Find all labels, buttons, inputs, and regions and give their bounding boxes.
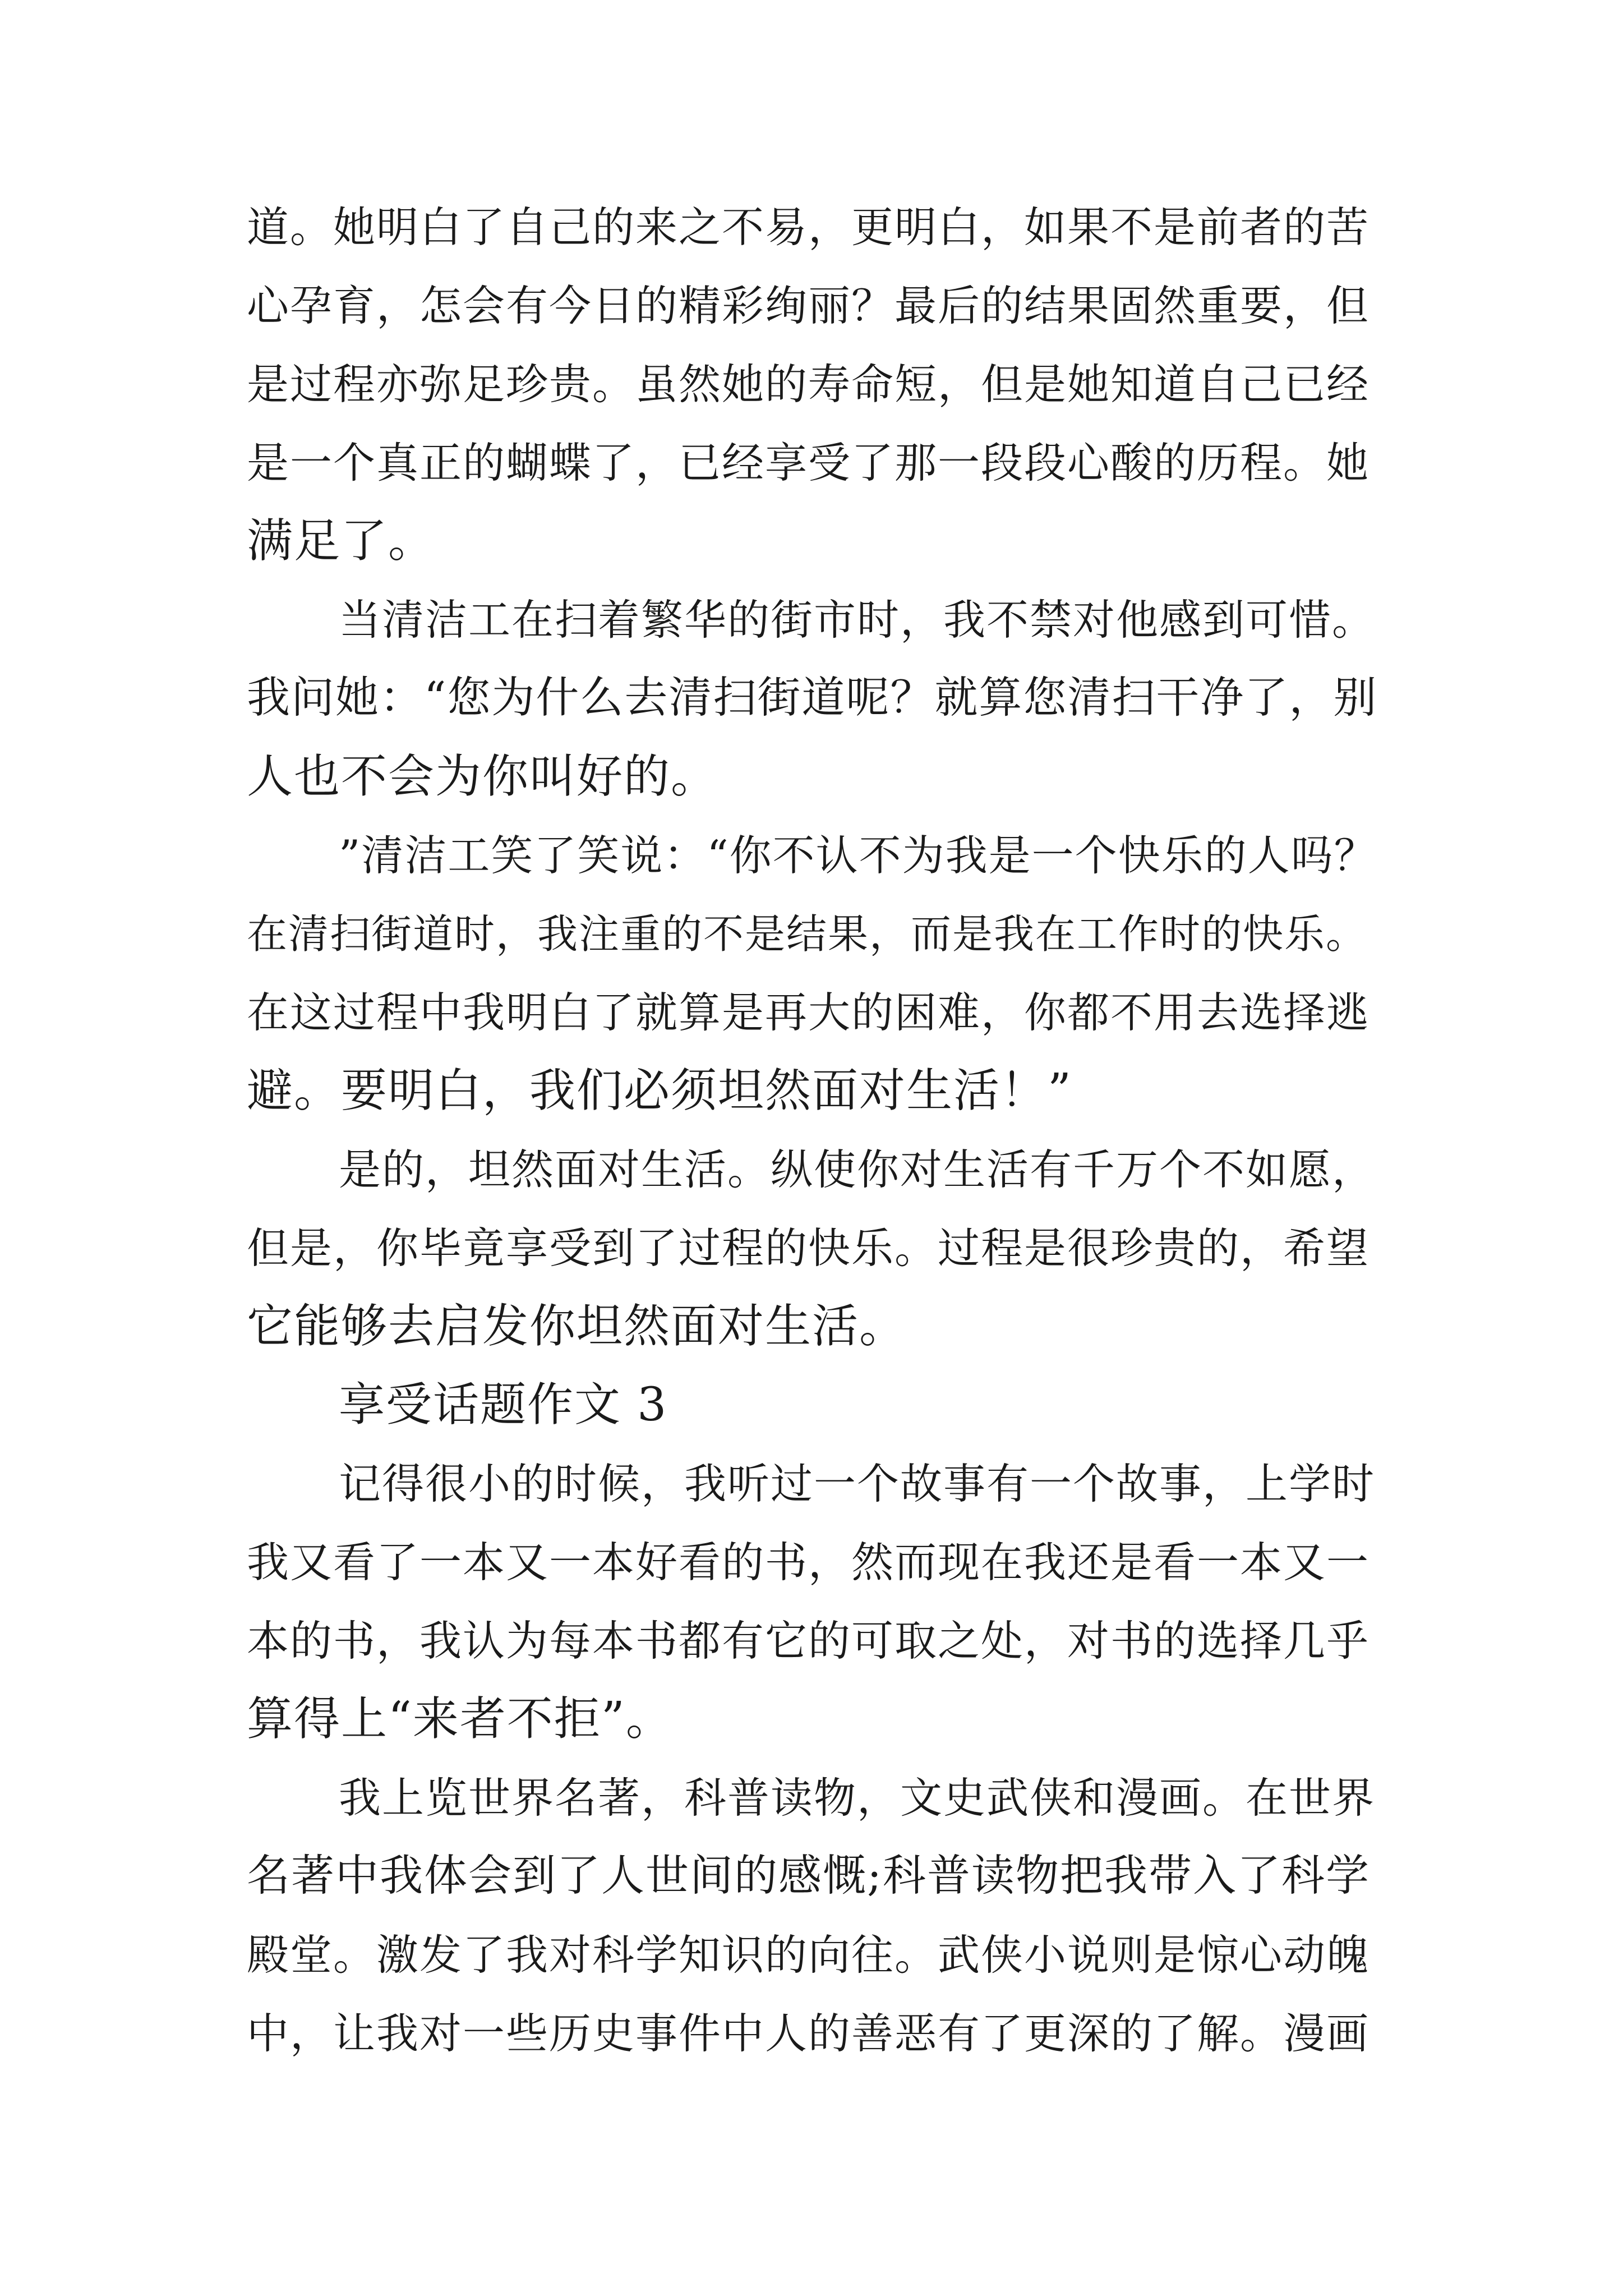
text-line: 算得上“来者不拒”。 (247, 1692, 673, 1746)
text-line: 我上览世界名著，科普读物，文史武侠和漫画。在世界 (339, 1773, 1376, 1823)
document-body (247, 188, 1380, 2073)
text-line: 人也不会为你叫好的。 (247, 750, 718, 803)
text-line: 享受话题作文 3 (339, 1378, 668, 1432)
text-line: 是一个真正的蝴蝶了，已经享受了那一段段心酸的历程。她 (247, 438, 1370, 487)
text-line: 当清洁工在扫着繁华的街市时，我不禁对他感到可惜。 (339, 595, 1376, 645)
text-line: 道。她明白了自己的来之不易，更明白，如果不是前者的苦 (247, 203, 1370, 252)
text-line: 在清扫街道时，我注重的不是结果，而是我在工作时的快乐。 (247, 910, 1368, 958)
text-line: 是的，坦然面对生活。纵使你对生活有千万个不如愿， (339, 1145, 1376, 1194)
text-line: 满足了。 (247, 514, 436, 568)
text-line: 心孕育，怎会有今日的精彩绚丽？最后的结果固然重要，但 (247, 281, 1370, 330)
text-line: 殿堂。激发了我对科学知识的向往。武侠小说则是惊心动魄 (247, 1930, 1370, 1980)
text-line: 中，让我对一些历史事件中人的善恶有了更深的了解。漫画 (247, 2009, 1370, 2058)
text-line: 它能够去启发你坦然面对生活。 (247, 1300, 907, 1353)
text-line: 记得很小的时候，我听过一个故事有一个故事，上学时 (339, 1459, 1376, 1508)
text-line: 是过程亦弥足珍贵。虽然她的寿命短，但是她知道自己已经 (247, 360, 1370, 409)
text-line: 但是，你毕竟享受到了过程的快乐。过程是很珍贵的，希望 (247, 1223, 1370, 1273)
text-line: 我问她：“您为什么去清扫街道呢？就算您清扫干净了，别 (247, 673, 1378, 723)
text-line: 避。要明白，我们必须坦然面对生活！” (247, 1064, 1072, 1117)
text-line: 在这过程中我明白了就算是再大的困难，你都不用去选择逃 (247, 988, 1370, 1037)
text-line: ”清洁工笑了笑说：“你不认不为我是一个快乐的人吗？ (339, 831, 1377, 880)
text-line: 名著中我体会到了人世间的感慨;科普读物把我带入了科学 (247, 1851, 1370, 1901)
text-line: 本的书，我认为每本书都有它的可取之处，对书的选择几乎 (247, 1616, 1370, 1665)
text-line: 我又看了一本又一本好看的书，然而现在我还是看一本又一 (247, 1538, 1370, 1587)
